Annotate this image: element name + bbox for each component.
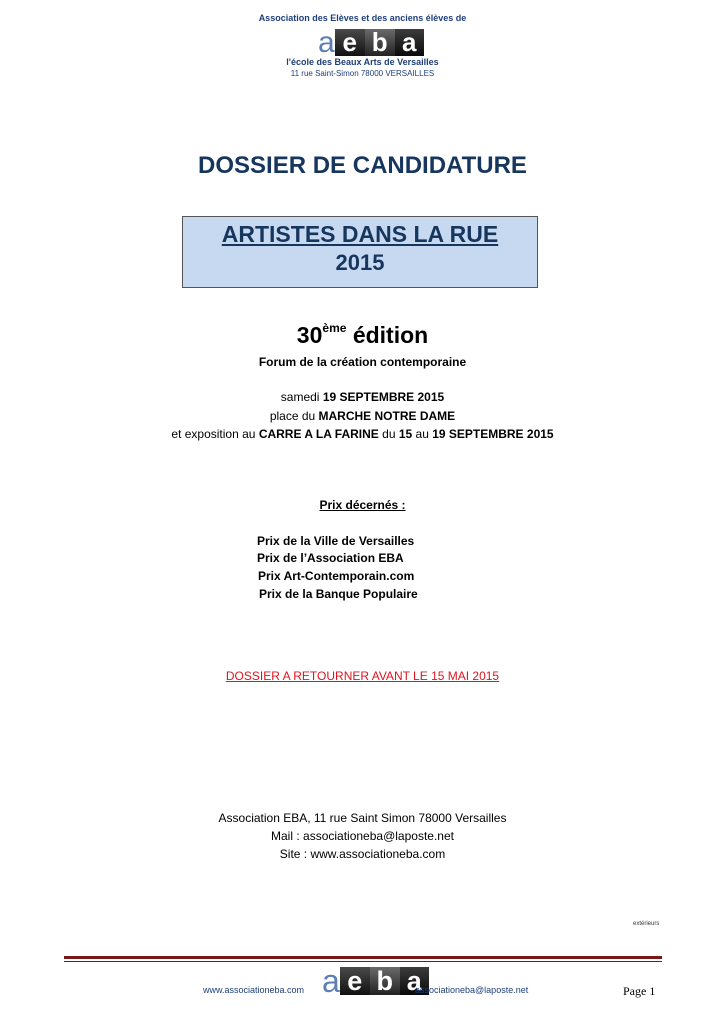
contact-site: Site : www.associationeba.com: [279, 847, 446, 861]
prizes-heading: Prix décernés :: [319, 498, 406, 512]
aeba-logo-top: [318, 26, 424, 59]
footer-email: associationeba@laposte.net: [415, 985, 529, 995]
header-address: 11 rue Saint-Simon 78000 VERSAILLES: [290, 69, 435, 78]
expo-prefix: et exposition au: [171, 427, 259, 441]
prize-item: Prix de la Ville de Versailles: [257, 534, 415, 548]
school-line: l'école des Beaux Arts de Versailles: [286, 57, 439, 67]
footer-rule-thick: [64, 956, 662, 959]
logo-letter-a: a: [322, 963, 340, 999]
page-number: Page 1: [623, 984, 656, 998]
deadline-notice: DOSSIER A RETOURNER AVANT LE 15 MAI 2015: [225, 669, 500, 683]
date-value: 19 SEPTEMBRE 2015: [322, 390, 445, 404]
event-title: ARTISTES DANS LA RUE: [221, 221, 499, 247]
small-note: extérieurs: [633, 921, 660, 927]
expo-end: 19 SEPTEMBRE 2015: [432, 427, 554, 441]
event-exhibition: [0, 427, 725, 441]
logo-letter-b: b: [370, 967, 400, 995]
event-date: [0, 390, 725, 404]
footer-website: www.associationeba.com: [203, 985, 305, 995]
prize-item: Prix de la Banque Populaire: [259, 587, 418, 601]
edition-number: 30: [296, 322, 323, 348]
forum-subtitle: Forum de la création contemporaine: [258, 355, 467, 369]
expo-au: au: [412, 427, 433, 441]
logo-letter-e: e: [335, 29, 365, 56]
association-line: Association des Elèves et des anciens élèves de: [258, 13, 467, 23]
place-prefix: place du: [269, 409, 319, 423]
logo-letter-a2: a: [400, 967, 429, 995]
logo-letter-a: a: [318, 26, 335, 59]
contact-mail: Mail : associationeba@laposte.net: [271, 829, 454, 843]
contact-address: Association EBA, 11 rue Saint Simon 78000 Versailles: [218, 811, 507, 825]
edition-suffix: ème: [322, 321, 347, 336]
expo-place: CARRE A LA FARINE: [258, 427, 379, 441]
expo-du: du: [378, 427, 399, 441]
logo-letter-a2: a: [395, 29, 424, 56]
prize-item: Prix de l’Association EBA: [257, 551, 404, 565]
page-title: DOSSIER DE CANDIDATURE: [198, 152, 527, 179]
logo-letter-b: b: [365, 29, 395, 56]
logo-letter-e: e: [340, 967, 370, 995]
expo-start: 15: [398, 427, 413, 441]
date-prefix: samedi: [280, 390, 323, 404]
prize-item: Prix Art-Contemporain.com: [258, 569, 415, 583]
edition-word: édition: [352, 322, 429, 348]
aeba-logo-bottom: [322, 963, 429, 999]
place-value: MARCHE NOTRE DAME: [318, 409, 456, 423]
event-year: 2015: [335, 250, 385, 275]
event-title-box: [182, 216, 538, 288]
footer-rule-thin: [64, 961, 662, 962]
event-place: [0, 409, 725, 423]
edition-heading: [0, 322, 725, 349]
